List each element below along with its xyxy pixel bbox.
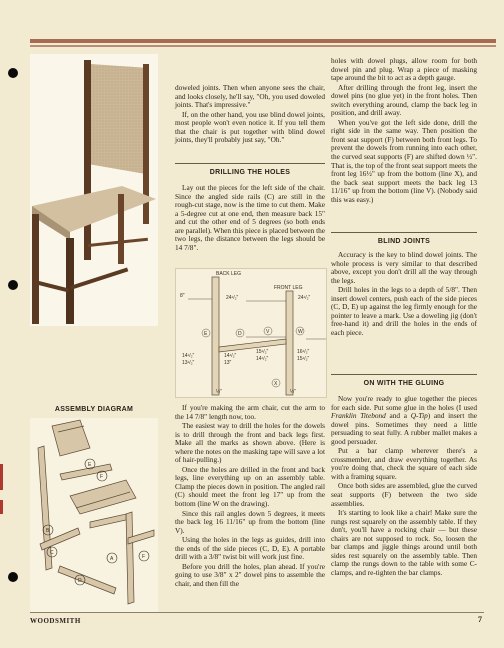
paragraph: Accuracy is the key to blind dowel joints. The whole process is very similar to that described above, except you don't drill all the way through the legs. [331, 250, 477, 285]
paragraph: Since this rail angles down 5 degrees, it meets the back leg 16 11/16" up from the bottom (line V). [175, 508, 325, 535]
paragraph: The easiest way to drill the holes for the dowels is to drill through the front and back legs first. Make all the marks as shown above. (Here is where the notes on the masking tape will save a lot of hair-pulling.) [175, 421, 325, 465]
assembly-letter: F [100, 474, 104, 480]
binder-hole-icon [8, 572, 18, 582]
page-edge-mark [0, 464, 3, 490]
drilling-heading: DRILLING THE HOLES [175, 163, 325, 176]
paragraph: holes with dowel plugs, allow room for both dowel pin and plug. Wrap a piece of masking tape around the bit to act as a depth gauge. [331, 56, 477, 83]
assembly-letter: E [88, 462, 92, 468]
dimension-label: 14¹/₂" [256, 356, 269, 362]
column-3-gluing [331, 395, 477, 578]
part-letter: W [298, 329, 303, 335]
paragraph: When you've got the left side done, drill the right side in the same way. Then position the front seat support (F) between both front legs. To prevent the dowels from running into each other, the curved seat supports (F) are shifted down ½". That is, the top of the front seat support meets the front leg 16½" up from the bottom (line X), and the back seat support meets the back leg 13 11/16" up from the bottom (line V). (Nobody said this was easy.) [331, 117, 477, 204]
paragraph: Now you're ready to glue together the pieces for each side. Put some glue in the holes (I used Franklin Titebond and a Q-Tip) and insert the dowel pins. Sometimes they need a little persuading to seat fully. A rubber mallet makes a good persuader. [331, 394, 477, 446]
part-letter: X [274, 381, 278, 387]
top-rule [30, 39, 496, 43]
paragraph: Drill holes in the legs to a depth of 5/8". Then insert dowel centers, push each of the side pieces (C, D, E) up against the leg firmly enough for the pointer to leave a mark. Use a doweling jig (don't free-hand it) and drill the holes in the ends of each piece. [331, 285, 477, 337]
part-letter: D [238, 331, 242, 337]
part-letter: V [266, 329, 270, 335]
dimension-label: 14¹/₂" [224, 353, 237, 359]
binder-hole-icon [8, 68, 18, 78]
back-leg-label: BACK LEG [216, 271, 242, 277]
top-rule-thin [30, 45, 496, 47]
paragraph: Once the holes are drilled in the front and back legs, line everything up on an assembly table. Clamp the pieces down in position. The angled rail (C) should meet the front leg 17" up from the bottom (line W on the drawing). [175, 464, 325, 509]
dimension-label: 13" [224, 360, 232, 366]
paragraph: Put a bar clamp wherever there's a crossmember, and draw everything together. As you're doing that, check the square of each side with a framing square. [331, 446, 477, 481]
blind-joints-heading: BLIND JOINTS [331, 232, 477, 245]
binder-hole-icon [8, 280, 18, 290]
dimension-label: ½" [290, 389, 296, 395]
page-number: 7 [478, 615, 482, 624]
front-leg-label: FRONT LEG [274, 285, 303, 291]
paragraph: Lay out the pieces for the left side of the chair. Since the angled side rails (C) are still in the rough-cut stage, now is the time to cut them. Make a 5-degree cut at one end, then measure back 15" and cut the other end of 5 degrees (so both ends are parallel). When this piece is placed between the two legs, the distance between the legs should be 14 7/8". [175, 183, 325, 252]
paragraph: Before you drill the holes, plan ahead. If you're going to use 3/8" x 2" dowel pins to assemble the chair, and then fill the [175, 561, 325, 588]
assembly-letter: D [78, 578, 82, 584]
paragraph: If you're making the arm chair, cut the arm to the 14 7/8" length now, too. [175, 403, 325, 421]
assembly-letter: F [142, 554, 146, 560]
chair-photo [30, 54, 158, 326]
column-2-drilling [175, 184, 325, 253]
footer-brand: WOODSMITH [30, 617, 81, 625]
column-3-top [331, 57, 477, 205]
dimension-label: 15¹/₂" [297, 356, 310, 362]
assembly-diagram-title: ASSEMBLY DIAGRAM [54, 406, 134, 413]
dimension-label: 8" [180, 293, 185, 299]
paragraph: Once both sides are assembled, glue the curved seat supports (F) between the two side assemblies. [331, 481, 477, 508]
assembly-letter: A [110, 556, 114, 562]
column-2-bottom [175, 404, 325, 589]
dimension-label: 15¹/₂" [256, 349, 269, 355]
dimension-label: 14¹/₂" [182, 353, 195, 359]
dimension-label: 24¹/₂" [298, 295, 311, 301]
dimension-label: 16¹/₂" [297, 349, 310, 355]
dimension-label: 24¹/₂" [226, 295, 239, 301]
dimension-label: 13¹/₂" [182, 360, 195, 366]
leg-measurement-diagram [175, 268, 327, 398]
column-2-intro [175, 84, 325, 146]
page-edge-mark [0, 500, 3, 514]
paragraph: Using the holes in the legs as guides, drill into the ends of the side pieces (C, D, E). A portable drill with a 3/8" twist bit will work just fine. [175, 535, 325, 562]
paragraph: If, on the other hand, you use blind dowel joints, most people won't even notice it. If you tell them that the chair is put together with blind dowel joints, they'll probably just say, "Oh." [175, 109, 325, 145]
dimension-label: ½" [216, 389, 222, 395]
column-3-blind [331, 251, 477, 338]
gluing-heading: ON WITH THE GLUING [331, 374, 477, 387]
assembly-letter: C [50, 550, 54, 556]
paragraph: It's starting to look like a chair! Make sure the rungs rest squarely on the assembly table. If they don't, you'll have a rocking chair — but these chairs are not supposed to rock. So, loosen the bar clamps and jiggle things around until both sides rest squarely on the assembly table. Then clamp the rungs down to the table with some C-clamps, and re-tighten the bar clamps. [331, 508, 477, 577]
part-letter: E [204, 331, 208, 337]
assembly-diagram [30, 418, 158, 612]
paragraph: After drilling through the front leg, insert the dowel pins (no glue yet) in the front holes. Then switch everything around, clamp the back leg in position, and drill away. [331, 82, 477, 118]
assembly-letter: B [46, 528, 50, 534]
footer-rule [30, 612, 484, 613]
paragraph: doweled joints. Then when anyone sees the chair, and looks closely, he'll say, "Oh, you used doweled joints. That's impressive." [175, 83, 325, 110]
